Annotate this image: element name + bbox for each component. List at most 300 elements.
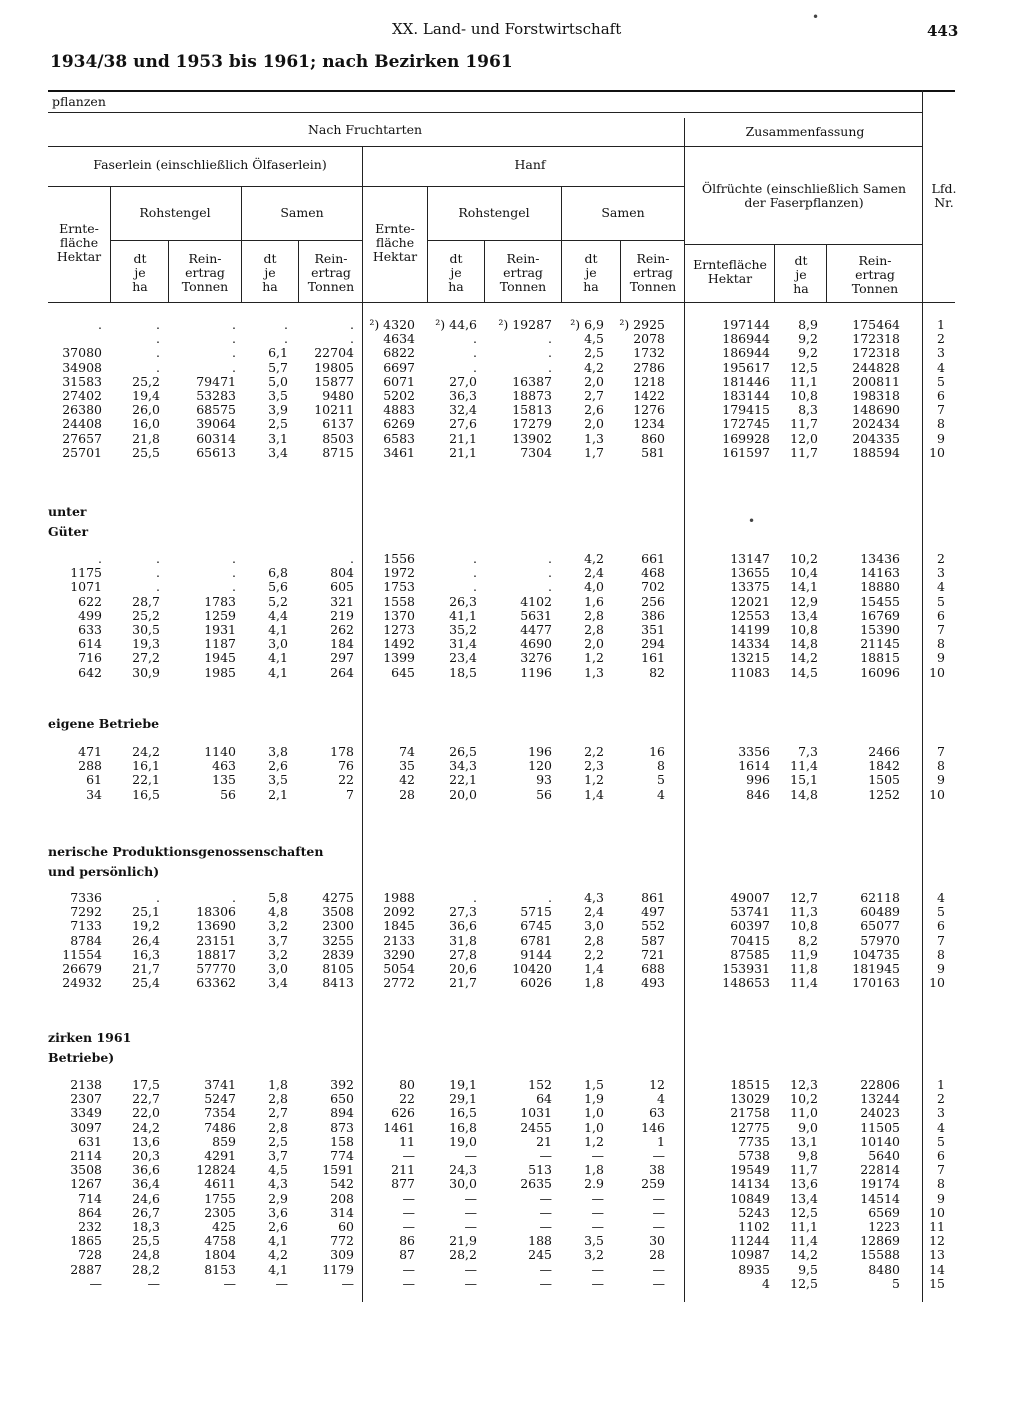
table-row — [0, 773, 1024, 787]
table-cell: 18815 — [860, 650, 900, 666]
table-row — [0, 595, 1024, 609]
table-cell: 309 — [330, 1247, 354, 1263]
f-rs-rein-label: Rein- ertrag Tonnen — [181, 251, 229, 294]
table-cell: 5054 — [383, 961, 415, 976]
table-cell: 1,8 — [268, 1077, 288, 1092]
table-cell: 1732 — [633, 345, 665, 361]
table-cell: 158 — [330, 1133, 354, 1149]
table-cell: 6269 — [383, 416, 415, 432]
table-cell: 15,1 — [790, 772, 818, 788]
table-cell: 9,2 — [798, 331, 818, 347]
table-cell: 3,5 — [268, 772, 288, 788]
table-cell: ²) 4320 — [369, 317, 415, 332]
table-cell: 10,8 — [790, 388, 818, 403]
table-row — [0, 905, 1024, 919]
table-cell: 11,7 — [790, 1162, 818, 1178]
table-cell: 4,1 — [268, 1261, 288, 1277]
table-cell: 9 — [937, 772, 945, 788]
table-cell: 1,0 — [584, 1105, 604, 1121]
table-cell: 22806 — [860, 1077, 900, 1092]
table-cell: 6822 — [383, 345, 415, 361]
table-cell: 181446 — [722, 373, 770, 389]
table-cell: 11,9 — [790, 946, 818, 962]
table-cell: 1187 — [204, 636, 236, 652]
table-cell: 4,1 — [268, 622, 288, 637]
table-cell: 19,2 — [132, 918, 160, 934]
table-cell: 3 — [937, 345, 945, 361]
table-cell: 25,4 — [132, 975, 160, 991]
table-row — [0, 318, 1024, 332]
table-cell: 1,8 — [584, 975, 604, 991]
table-cell: 16387 — [512, 373, 552, 389]
table-row — [0, 361, 1024, 375]
table-cell: 27,2 — [132, 650, 160, 666]
section-subheading: und persönlich) — [48, 864, 160, 879]
table-cell: 4,1 — [268, 650, 288, 666]
table-cell: 20,3 — [132, 1148, 160, 1163]
table-cell: 4 — [937, 1119, 945, 1135]
col-divider-lfd-top — [922, 90, 923, 302]
table-row — [0, 1135, 1024, 1149]
table-cell: 53741 — [730, 904, 770, 920]
table-cell: 153931 — [722, 961, 770, 976]
table-cell: 6137 — [322, 416, 354, 432]
table-cell: 26,0 — [132, 402, 160, 418]
nach-fruchtarten-label: Nach Fruchtarten — [307, 122, 423, 137]
table-cell: 211 — [391, 1162, 415, 1178]
table-cell: 5631 — [520, 607, 552, 623]
table-cell: 3,8 — [268, 744, 288, 759]
table-cell: 1234 — [633, 416, 665, 432]
table-cell: . — [156, 317, 160, 332]
table-cell: 2,2 — [584, 744, 604, 759]
table-cell: 30,5 — [132, 622, 160, 637]
table-cell: 314 — [330, 1204, 354, 1220]
table-cell: 10849 — [730, 1190, 770, 1206]
table-cell: 2,8 — [584, 622, 604, 637]
table-cell: 2092 — [383, 904, 415, 920]
table-cell: 2635 — [520, 1176, 552, 1192]
table-row — [0, 1206, 1024, 1220]
table-cell: 3,2 — [268, 946, 288, 962]
section-heading: unter — [48, 504, 87, 519]
table-cell: 9,5 — [798, 1261, 818, 1277]
table-cell: 62118 — [860, 890, 900, 905]
table-cell: 5 — [937, 373, 945, 389]
table-cell: 31583 — [62, 373, 102, 389]
table-cell: 34,3 — [449, 758, 477, 774]
table-cell: . — [473, 345, 477, 361]
table-cell: 542 — [330, 1176, 354, 1192]
section-subheading: Güter — [48, 524, 89, 539]
table-cell: 12,9 — [790, 593, 818, 609]
table-cell: 24,2 — [132, 1119, 160, 1135]
table-cell: 5202 — [383, 388, 415, 403]
table-cell: 245 — [528, 1247, 552, 1263]
table-cell: 11505 — [860, 1119, 900, 1135]
table-cell: . — [156, 890, 160, 905]
table-cell: . — [156, 565, 160, 581]
table-cell: 471 — [78, 744, 102, 759]
table-cell: 11,7 — [790, 416, 818, 432]
table-cell: 7 — [937, 402, 945, 418]
hanf-label: Hanf — [514, 157, 546, 172]
table-cell: 18873 — [512, 388, 552, 403]
table-row — [0, 1121, 1024, 1135]
table-cell: 9,8 — [798, 1148, 818, 1163]
table-cell: 13215 — [730, 650, 770, 666]
table-cell: 13244 — [860, 1091, 900, 1107]
chapter-heading: XX. Land- und Forstwirtschaft — [392, 20, 622, 38]
f-s-dt-label: dt je ha — [262, 251, 278, 294]
table-cell: 11554 — [62, 946, 102, 962]
table-cell: 60397 — [730, 918, 770, 934]
faserlein-rohstengel-label: Rohstengel — [139, 205, 211, 220]
faserlein-label: Faserlein (einschließlich Ölfaserlein) — [93, 157, 327, 172]
table-cell: 2307 — [70, 1091, 102, 1107]
col-divider-5 — [168, 240, 169, 302]
table-cell: 2,5 — [584, 345, 604, 361]
rule-under-hanf — [362, 186, 684, 187]
table-cell: 21,8 — [132, 430, 160, 446]
rule-under-rohstengel-1 — [110, 240, 363, 241]
table-cell: 16 — [649, 744, 665, 759]
table-cell: 28,2 — [449, 1247, 477, 1263]
table-cell: 53283 — [196, 388, 236, 403]
table-cell: 170163 — [852, 975, 900, 991]
table-row — [0, 1234, 1024, 1248]
table-cell: ²) 19287 — [498, 317, 552, 332]
table-cell: 21,7 — [449, 975, 477, 991]
table-cell: — — [464, 1275, 477, 1291]
table-cell: 38 — [649, 1162, 665, 1178]
table-cell: 35 — [399, 758, 415, 774]
table-cell: 70415 — [730, 932, 770, 948]
table-cell: 3349 — [70, 1105, 102, 1121]
section-heading: eigene Betriebe — [48, 716, 160, 731]
table-row — [0, 552, 1024, 566]
table-cell: 27,3 — [449, 904, 477, 920]
table-cell: 2078 — [633, 331, 665, 347]
table-cell: 63362 — [196, 975, 236, 991]
table-cell: 264 — [330, 664, 354, 680]
table-cell: 262 — [330, 622, 354, 637]
table-cell: 1196 — [520, 664, 552, 680]
table-cell: 1988 — [383, 890, 415, 905]
table-cell: 2,7 — [584, 388, 604, 403]
table-cell: 3356 — [738, 744, 770, 759]
table-cell: 13902 — [512, 430, 552, 446]
table-cell: 864 — [78, 1204, 102, 1220]
table-row — [0, 580, 1024, 594]
table-cell: 8 — [937, 1176, 945, 1192]
h-rs-rein-label: Rein- ertrag Tonnen — [499, 251, 547, 294]
table-cell: 297 — [330, 650, 354, 666]
h-s-dt-label: dt je ha — [583, 251, 599, 294]
table-cell: 14199 — [730, 622, 770, 637]
table-cell: . — [98, 317, 102, 332]
table-cell: 25701 — [62, 444, 102, 460]
table-cell: 24,6 — [132, 1190, 160, 1206]
table-cell: 22704 — [314, 345, 354, 361]
table-cell: 11,7 — [790, 444, 818, 460]
table-cell: 8935 — [738, 1261, 770, 1277]
table-cell: — — [402, 1261, 415, 1277]
table-cell: 3 — [937, 1105, 945, 1121]
table-cell: 2,2 — [584, 946, 604, 962]
table-row — [0, 745, 1024, 759]
table-cell: — — [402, 1275, 415, 1291]
table-cell: 12,7 — [790, 890, 818, 905]
f-s-rein-label: Rein- ertrag Tonnen — [307, 251, 355, 294]
col-divider-6 — [298, 240, 299, 302]
table-cell: — — [539, 1148, 552, 1163]
table-cell: 16,8 — [449, 1119, 477, 1135]
table-cell: . — [232, 551, 236, 566]
table-cell: 14 — [929, 1261, 945, 1277]
hanf-samen-label: Samen — [601, 205, 645, 220]
table-cell: 200811 — [852, 373, 900, 389]
table-cell: 7133 — [70, 918, 102, 934]
table-cell: 19805 — [314, 359, 354, 375]
table-cell: 5 — [892, 1275, 900, 1291]
table-cell: 1972 — [383, 565, 415, 581]
table-cell: 10987 — [730, 1247, 770, 1263]
table-cell: — — [652, 1148, 665, 1163]
table-cell: 30,0 — [449, 1176, 477, 1192]
table-cell: 1865 — [70, 1233, 102, 1249]
col-divider-10 — [826, 244, 827, 302]
table-cell: 25,1 — [132, 904, 160, 920]
table-cell: 688 — [641, 961, 665, 976]
table-cell: 11,1 — [790, 373, 818, 389]
table-cell: 22,0 — [132, 1105, 160, 1121]
table-cell: 1 — [657, 1133, 665, 1149]
table-cell: 10420 — [512, 961, 552, 976]
table-cell: 18515 — [730, 1077, 770, 1092]
table-row — [0, 432, 1024, 446]
table-cell: 25,5 — [132, 1233, 160, 1249]
table-cell: 5,8 — [268, 890, 288, 905]
table-cell: 497 — [641, 904, 665, 920]
table-cell: 16769 — [860, 607, 900, 623]
table-cell: 10,8 — [790, 622, 818, 637]
table-cell: 321 — [330, 593, 354, 609]
table-cell: 6 — [937, 918, 945, 934]
col-divider-1 — [110, 186, 111, 302]
table-cell: . — [350, 551, 354, 566]
table-cell: 244828 — [852, 359, 900, 375]
table-cell: 35,2 — [449, 622, 477, 637]
table-cell: 21,9 — [449, 1233, 477, 1249]
table-cell: — — [539, 1204, 552, 1220]
table-cell: 183144 — [722, 388, 770, 403]
table-cell: 4,4 — [268, 607, 288, 623]
table-cell: 12 — [649, 1077, 665, 1092]
table-cell: 3,4 — [268, 444, 288, 460]
table-cell: 8480 — [868, 1261, 900, 1277]
table-cell: 186944 — [722, 331, 770, 347]
table-cell: 36,3 — [449, 388, 477, 403]
table-cell: 3,2 — [268, 918, 288, 934]
table-cell: 4634 — [383, 331, 415, 347]
table-cell: 21145 — [860, 636, 900, 652]
table-cell: 3,7 — [268, 932, 288, 948]
table-cell: 2,4 — [584, 565, 604, 581]
table-cell: 24023 — [860, 1105, 900, 1121]
table-cell: 65077 — [860, 918, 900, 934]
table-cell: 6745 — [520, 918, 552, 934]
table-cell: 7486 — [204, 1119, 236, 1135]
table-cell: 645 — [391, 664, 415, 680]
table-cell: 24932 — [62, 975, 102, 991]
table-cell: 29,1 — [449, 1091, 477, 1107]
table-cell: 4 — [937, 890, 945, 905]
table-cell: . — [548, 345, 552, 361]
table-cell: 3,7 — [268, 1148, 288, 1163]
table-cell: 68575 — [196, 402, 236, 418]
table-cell: 1276 — [633, 402, 665, 418]
table-cell: 3276 — [520, 650, 552, 666]
table-cell: 39064 — [196, 416, 236, 432]
table-cell: 14334 — [730, 636, 770, 652]
table-cell: 463 — [212, 758, 236, 774]
table-cell: 8,3 — [798, 402, 818, 418]
table-cell: 1399 — [383, 650, 415, 666]
table-cell: — — [539, 1261, 552, 1277]
table-cell: 2,5 — [268, 1133, 288, 1149]
table-cell: 16,5 — [449, 1105, 477, 1121]
table-cell: 468 — [641, 565, 665, 581]
table-cell: 6781 — [520, 932, 552, 948]
table-cell: — — [402, 1219, 415, 1234]
table-cell: 7 — [937, 1162, 945, 1178]
table-cell: . — [156, 331, 160, 347]
table-cell: 7 — [937, 622, 945, 637]
table-cell: 10 — [929, 664, 945, 680]
table-cell: 2,8 — [268, 1091, 288, 1107]
table-cell: — — [402, 1148, 415, 1163]
table-cell: 7336 — [70, 890, 102, 905]
table-cell: 12775 — [730, 1119, 770, 1135]
table-cell: 861 — [641, 890, 665, 905]
table-cell: . — [232, 359, 236, 375]
hanf-rohstengel-label: Rohstengel — [458, 205, 530, 220]
table-cell: — — [591, 1204, 604, 1220]
table-cell: 21,1 — [449, 430, 477, 446]
table-cell: 1102 — [738, 1219, 770, 1234]
table-cell: 1,2 — [584, 1133, 604, 1149]
table-cell: ²) 2925 — [619, 317, 665, 332]
table-cell: 161 — [641, 650, 665, 666]
table-cell: 7 — [937, 932, 945, 948]
table-cell: 195617 — [722, 359, 770, 375]
table-cell: 4,2 — [584, 359, 604, 375]
table-cell: 1252 — [868, 786, 900, 802]
table-cell: 1842 — [868, 758, 900, 774]
table-cell: 188594 — [852, 444, 900, 460]
table-cell: 27402 — [62, 388, 102, 403]
table-row — [0, 637, 1024, 651]
table-cell: 1505 — [868, 772, 900, 788]
table-cell: 22814 — [860, 1162, 900, 1178]
table-cell: 27,6 — [449, 416, 477, 432]
table-cell: 2772 — [383, 975, 415, 991]
table-cell: — — [591, 1190, 604, 1206]
table-cell: 10,2 — [790, 551, 818, 566]
table-cell: 14,5 — [790, 664, 818, 680]
table-cell: 1556 — [383, 551, 415, 566]
table-cell: 8,9 — [798, 317, 818, 332]
table-cell: 26,3 — [449, 593, 477, 609]
table-cell: 49007 — [730, 890, 770, 905]
table-row — [0, 1277, 1024, 1291]
table-cell: 32,4 — [449, 402, 477, 418]
table-cell: . — [284, 331, 288, 347]
table-cell: 13436 — [860, 551, 900, 566]
table-cell: — — [652, 1261, 665, 1277]
table-cell: 4758 — [204, 1233, 236, 1249]
table-row — [0, 1092, 1024, 1106]
table-cell: 15 — [929, 1275, 945, 1291]
table-cell: 15588 — [860, 1247, 900, 1263]
table-cell: 804 — [330, 565, 354, 581]
table-cell: . — [548, 890, 552, 905]
table-cell: 24,2 — [132, 744, 160, 759]
table-cell: 5640 — [868, 1148, 900, 1163]
table-cell: 56 — [220, 786, 236, 802]
table-cell: 5 — [937, 904, 945, 920]
table-cell: — — [539, 1190, 552, 1206]
table-cell: 4,5 — [584, 331, 604, 347]
col-divider-hanf — [362, 146, 363, 302]
table-cell: 1845 — [383, 918, 415, 934]
hanf-erntefl-label: Ernte- fläche Hektar — [372, 221, 418, 264]
h-s-rein-label: Rein- ertrag Tonnen — [629, 251, 677, 294]
table-cell: 4102 — [520, 593, 552, 609]
table-cell: 5247 — [204, 1091, 236, 1107]
table-cell: 28,7 — [132, 593, 160, 609]
table-row — [0, 375, 1024, 389]
table-cell: 56 — [536, 786, 552, 802]
table-cell: 8715 — [322, 444, 354, 460]
table-cell: 3,2 — [584, 1247, 604, 1263]
table-row — [0, 332, 1024, 346]
table-cell: 26,4 — [132, 932, 160, 948]
table-cell: 7,3 — [798, 744, 818, 759]
table-cell: . — [473, 551, 477, 566]
table-row — [0, 1149, 1024, 1163]
table-cell: — — [539, 1219, 552, 1234]
table-cell: 288 — [78, 758, 102, 774]
table-cell: 4,1 — [268, 1233, 288, 1249]
table-cell: — — [652, 1190, 665, 1206]
table-cell: 172318 — [852, 331, 900, 347]
table-cell: 8 — [937, 636, 945, 652]
table-cell: 2300 — [322, 918, 354, 934]
table-cell: 2,0 — [584, 636, 604, 652]
table-row — [0, 934, 1024, 948]
zusammenfassung-label: Zusammenfassung — [745, 124, 865, 139]
table-cell: 26,5 — [449, 744, 477, 759]
table-cell: 6,8 — [268, 565, 288, 581]
table-cell: 11,4 — [790, 758, 818, 774]
table-cell: 642 — [78, 664, 102, 680]
table-cell: 1140 — [204, 744, 236, 759]
table-cell: 3 — [937, 565, 945, 581]
table-cell: 4477 — [520, 622, 552, 637]
table-cell: 7354 — [204, 1105, 236, 1121]
